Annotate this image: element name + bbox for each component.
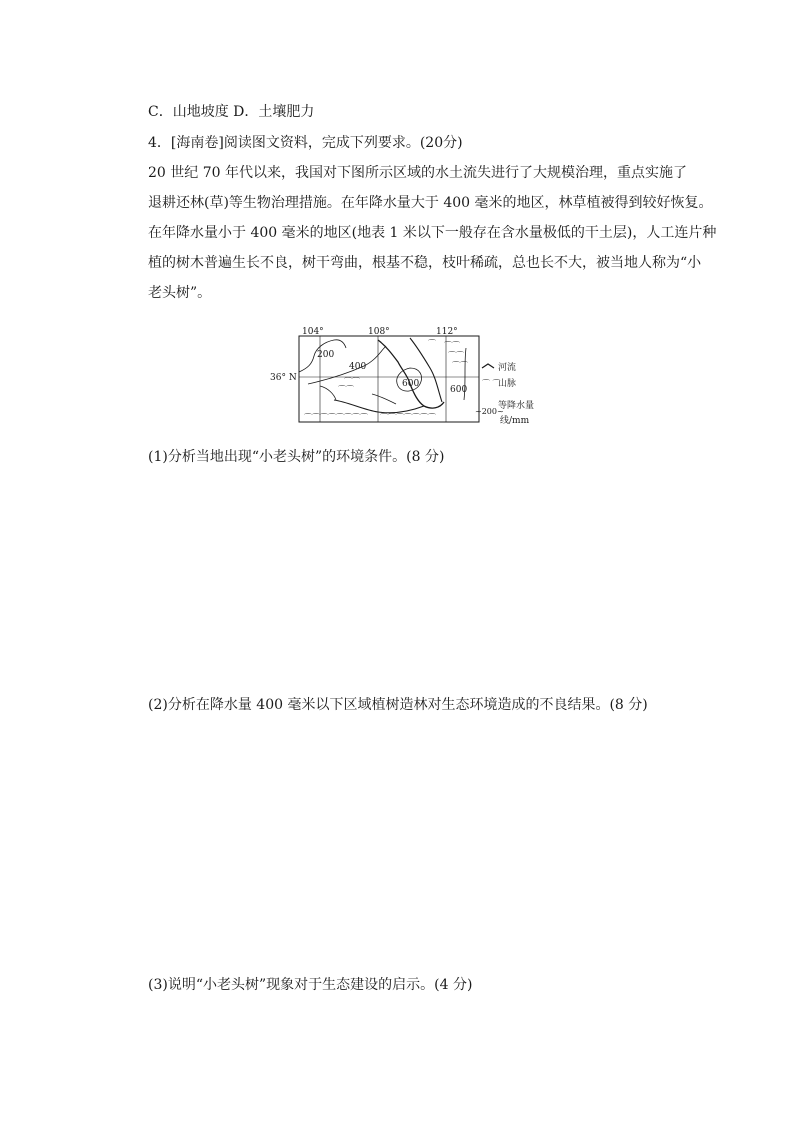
svg-text:⌒⌒: ⌒⌒ <box>338 385 354 394</box>
paragraph-line: 老头树”。 <box>148 285 212 301</box>
river-icon <box>482 364 494 368</box>
svg-text:⌒: ⌒ <box>428 339 436 348</box>
svg-text:⌒⌒⌒⌒⌒⌒⌒⌒: ⌒⌒⌒⌒⌒⌒⌒⌒ <box>304 413 368 422</box>
paragraph-line: 植的树木普遍生长不良，树干弯曲，根基不稳，枝叶稀疏，总也长不大，被当地人称为“小 <box>148 255 702 271</box>
yellow-river <box>378 340 444 408</box>
lon-label-108: 108° <box>368 327 390 337</box>
isohyet-label-600-east: 600 <box>450 385 468 395</box>
sub-question-1: (1)分析当地出现“小老头树”的环境条件。(8 分) <box>148 449 445 465</box>
lon-label-104: 104° <box>302 327 324 337</box>
isohyet-map-figure <box>268 324 568 434</box>
question-4-paragraph <box>148 158 717 308</box>
river-south <box>334 400 424 413</box>
question-4-title: 4．[海南卷]阅读图文资料，完成下列要求。(20分) <box>148 135 463 151</box>
sub-question-3: (3)说明“小老头树”现象对于生态建设的启示。(4 分) <box>148 977 473 993</box>
svg-text:⌒⌒: ⌒⌒ <box>344 377 360 386</box>
isohyet-label-600: 600 <box>402 379 420 389</box>
lon-label-112: 112° <box>436 327 458 337</box>
options-line: C．山地坡度 D．土壤肥力 <box>148 104 315 120</box>
svg-text:⌒⌒: ⌒⌒ <box>448 351 464 360</box>
legend-isohyet-label-1: 等降水量 <box>498 401 535 411</box>
legend-isohyet-label-2: 线/mm <box>500 416 530 426</box>
svg-text:⌒⌒⌒⌒⌒⌒⌒: ⌒⌒⌒⌒⌒⌒⌒ <box>380 413 436 422</box>
river-east <box>410 338 442 402</box>
legend-river-label: 河流 <box>498 363 517 373</box>
river-tributary <box>372 394 396 404</box>
paragraph-line: 在年降水量小于 400 毫米的地区(地表 1 米以下一般存在含水量极低的干土层)，人工连片种 <box>148 225 717 241</box>
paragraph-line: 20 世纪 70 年代以来，我国对下图所示区域的水土流失进行了大规模治理，重点实施了 <box>148 165 687 181</box>
lat-label-36n: 36° N <box>270 373 297 383</box>
svg-text:⌒⌒: ⌒⌒ <box>452 361 468 370</box>
isohyet-icon: ~200~ <box>475 407 504 416</box>
mountain-icon: ⌒ ⌒ <box>482 379 501 388</box>
sub-question-2: (2)分析在降水量 400 毫米以下区域植树造林对生态环境造成的不良结果。(8 分) <box>148 697 648 713</box>
legend-mountain-label: 山脉 <box>498 379 517 389</box>
map-legend <box>475 361 534 426</box>
svg-text:⌒⌒: ⌒⌒ <box>444 341 460 350</box>
river-west <box>320 386 336 400</box>
paragraph-line: 退耕还林(草)等生物治理措施。在年降水量大于 400 毫米的地区，林草植被得到较好恢复。 <box>148 195 713 211</box>
isohyet-label-200: 200 <box>317 350 335 360</box>
isohyet-label-400: 400 <box>349 362 367 372</box>
